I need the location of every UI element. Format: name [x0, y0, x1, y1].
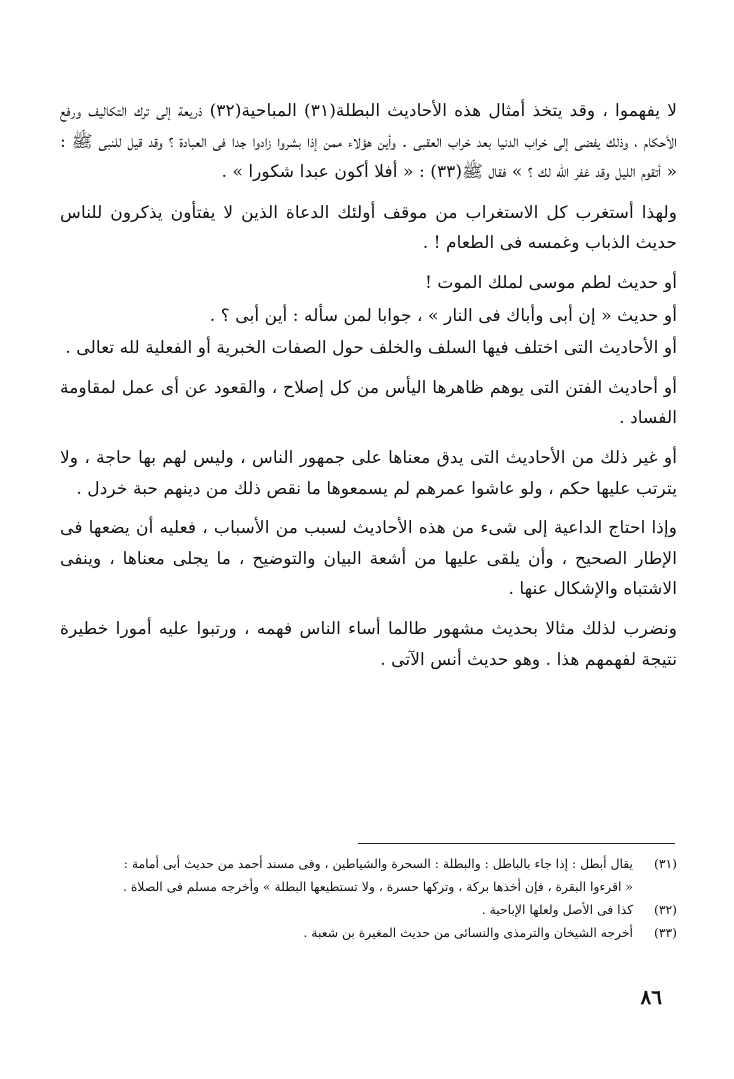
paragraph-8: وإذا احتاج الداعية إلى شىء من هذه الأحاديث لسبب من الأسباب ، فعليه أن يضعها فى الإطار الصحيح ، وأن يلقى عليها من أشعة البيان والتوضيح ، ما يجلى معناها ، وينفى الاشتباه والإشكال عنها . — [60, 518, 677, 600]
footnote-line: « اقرءوا البقرة ، فإن أخذها بركة ، وتركها حسرة ، ولا تستطيعها البطلة » وأخرجه مسلم فى الصلاة . — [122, 879, 633, 894]
footnotes — [60, 852, 677, 944]
paragraph-5: أو الأحاديث التى اختلف فيها السلف والخلف حول الصفات الخبرية أو الفعلية لله تعالى . — [65, 338, 677, 359]
footnote-text — [60, 852, 633, 898]
footnote-line: كذا فى الأصل ولعلها الإباحية . — [481, 902, 633, 917]
paragraph-7: أو غير ذلك من الأحاديث التى يدق معناها على جمهور الناس ، وليس لهم بها حاجة ، ولا يترتب عليها حكم ، ولو عاشوا عمرهم لم يسمعوها ما نقص ذلك من دينهم حبة خردل . — [60, 447, 677, 499]
footnote-line: يقال أبطل : إذا جاء بالباطل : والبطلة : السحرة والشياطين ، وفى مسند أحمد من حديث أبى أمامة : — [123, 856, 633, 871]
paragraph-4: أو حديث « إن أبى وأباك فى النار » ، جوابا لمن سأله : أين أبى ؟ . — [209, 305, 677, 326]
footnote-31 — [60, 852, 677, 898]
footnote-line: أخرجه الشيخان والترمذى والنسائى من حديث المغيرة بن شعبة . — [303, 925, 633, 940]
footnote-number: (٣١) — [654, 856, 677, 871]
paragraph-9: ونضرب لذلك مثالا بحديث مشهور طالما أساء الناس فهمه ، ورتبوا عليه أمورا خطيرة نتيجة لفهمهم هذا . وهو حديث أنس الآتى . — [60, 618, 677, 670]
paragraph-2: ولهذا أستغرب كل الاستغراب من موقف أولئك الدعاة الذين لا يفتأون يذكرون للناس حديث الذباب وغمسه فى الطعام ! . — [60, 202, 677, 254]
footnote-text — [60, 898, 633, 921]
footnote-divider — [358, 843, 675, 844]
main-text — [60, 96, 677, 684]
footnote-text — [60, 921, 633, 944]
paragraph-1: لا يفهموا ، وقد يتخذ أمثال هذه الأحاديث البطلة(٣١) المباحية(٣٢) ذريعة إلى ترك التكاليف ورفع الأحكام ، وذلك يفضى إلى خراب الدنيا بعد خراب العقبى . وأين هؤلاء ممن إذا بشروا زادوا جدا فى العبادة ؟ وقد قيل للنبى ﷺ : « أتقوم الليل وقد غفر الله لك ؟ » فقال ﷺ(٣٣) : « أفلا أكون عبدا شكورا » . — [60, 101, 677, 183]
paragraph-3: أو حديث لطم موسى لملك الموت ! — [424, 272, 677, 293]
page-number: ٨٦ — [640, 985, 662, 1009]
paragraph-6: أو أحاديث الفتن التى يوهم ظاهرها اليأس من كل إصلاح ، والقعود عن أى عمل لمقاومة الفساد . — [60, 377, 677, 429]
footnote-number: (٣٣) — [654, 925, 677, 940]
footnote-number: (٣٢) — [654, 902, 677, 917]
footnote-32 — [60, 898, 677, 921]
footnote-33 — [60, 921, 677, 944]
